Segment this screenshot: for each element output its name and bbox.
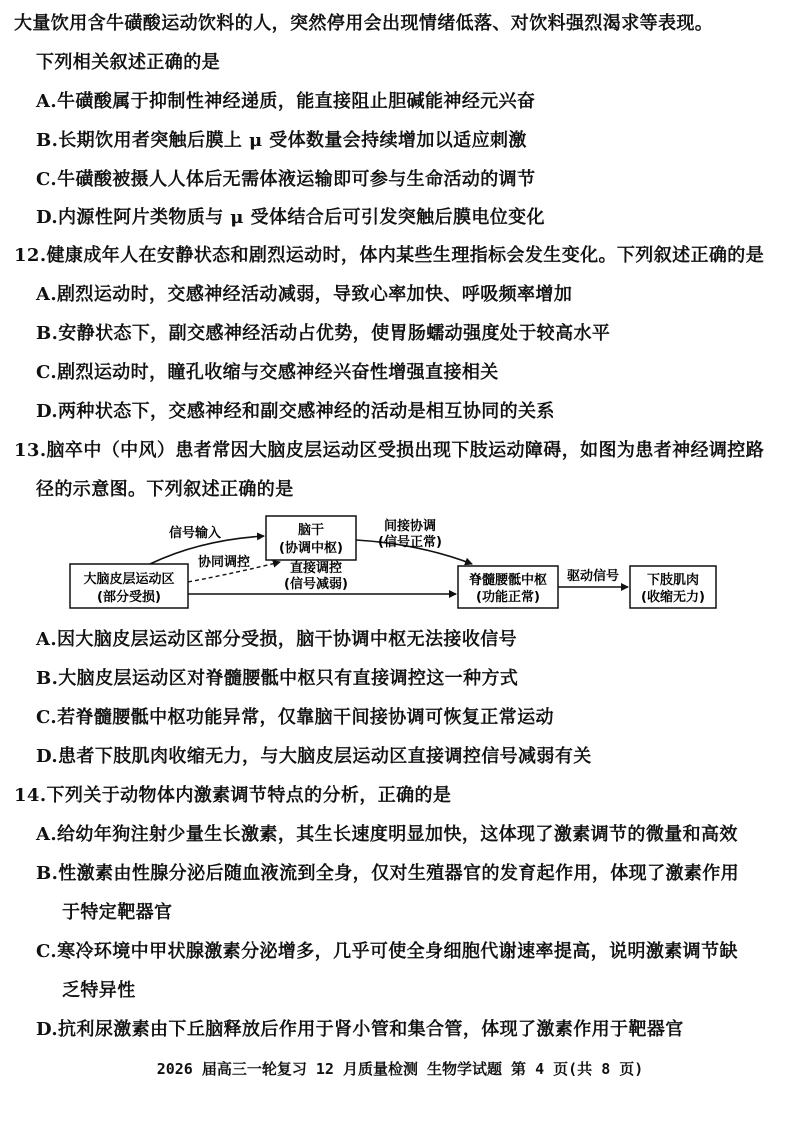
label-coordination: 协同调控 xyxy=(197,555,251,570)
spinal-label: 脊髓腰骶中枢 xyxy=(468,573,548,588)
brainstem-label: 脑干 xyxy=(297,523,325,538)
q14-option-b: B.性激素由性腺分泌后随血液流到全身，仅对生殖器官的发育起作用，体现了激素作用 xyxy=(36,863,740,884)
q13-option-b: B.大脑皮层运动区对脊髓腰骶中枢只有直接调控这一种方式 xyxy=(36,668,519,689)
q13-option-a: A.因大脑皮层运动区部分受损，脑干协调中枢无法接收信号 xyxy=(36,629,518,650)
q14-option-c-cont: 乏特异性 xyxy=(62,980,136,1001)
q12-option-d: D.两种状态下，交感神经和副交感神经的活动是相互协同的关系 xyxy=(36,401,555,422)
q13-option-c: C.若脊髓腰骶中枢功能异常，仅靠脑干间接协调可恢复正常运动 xyxy=(36,707,554,728)
q11-stem-continued: 大量饮用含牛磺酸运动饮料的人，突然停用会出现情绪低落、对饮料强烈渴求等表现。 xyxy=(14,13,714,34)
q13-stem-line2: 径的示意图。下列叙述正确的是 xyxy=(36,479,294,500)
q11-option-d: D.内源性阿片类物质与 μ 受体结合后可引发突触后膜电位变化 xyxy=(36,207,545,228)
label-direct-sub: (信号减弱) xyxy=(284,577,348,592)
label-drive: 驱动信号 xyxy=(566,569,620,584)
label-signal-input: 信号输入 xyxy=(168,526,222,541)
q14-option-a: A.给幼年狗注射少量生长激素，其生长速度明显加快，这体现了激素调节的微量和高效 xyxy=(36,824,738,845)
q11-option-a: A.牛磺酸属于抑制性神经递质，能直接阻止胆碱能神经元兴奋 xyxy=(36,91,536,112)
label-direct: 直接调控 xyxy=(289,561,343,576)
brainstem-sublabel: (协调中枢) xyxy=(279,541,343,556)
q12-option-b: B.安静状态下，副交感神经活动占优势，使胃肠蠕动强度处于较高水平 xyxy=(36,323,611,344)
page-footer: 2026 届高三一轮复习 12 月质量检测 生物学试题 第 4 页(共 8 页) xyxy=(156,1060,644,1078)
q14-stem: 14.下列关于动物体内激素调节特点的分析，正确的是 xyxy=(14,785,452,806)
cortex-label: 大脑皮层运动区 xyxy=(83,572,175,587)
q12-stem: 12.健康成年人在安静状态和剧烈运动时，体内某些生理指标会发生变化。下列叙述正确的是 xyxy=(14,245,765,266)
label-indirect-sub: (信号正常) xyxy=(378,535,442,550)
spinal-sublabel: (功能正常) xyxy=(476,590,540,605)
q11-stem-question: 下列相关叙述正确的是 xyxy=(36,52,220,73)
q14-option-b-cont: 于特定靶器官 xyxy=(62,902,173,923)
q14-option-d: D.抗利尿激素由下丘脑释放后作用于肾小管和集合管，体现了激素作用于靶器官 xyxy=(36,1019,684,1040)
q12-option-a: A.剧烈运动时，交感神经活动减弱，导致心率加快、呼吸频率增加 xyxy=(36,284,573,305)
muscle-label: 下肢肌肉 xyxy=(646,573,700,588)
q11-option-c: C.牛磺酸被摄人人体后无需体液运输即可参与生命活动的调节 xyxy=(36,169,536,190)
cortex-sublabel: (部分受损) xyxy=(97,590,161,605)
q13-stem-line1: 13.脑卒中（中风）患者常因大脑皮层运动区受损出现下肢运动障碍，如图为患者神经调控路 xyxy=(14,440,765,461)
label-indirect: 间接协调 xyxy=(383,519,437,534)
q14-option-c: C.寒冷环境中甲状腺激素分泌增多，几乎可使全身细胞代谢速率提高，说明激素调节缺 xyxy=(36,941,738,962)
neural-pathway-diagram xyxy=(0,510,800,620)
q13-option-d: D.患者下肢肌肉收缩无力，与大脑皮层运动区直接调控信号减弱有关 xyxy=(36,746,592,767)
q12-option-c: C.剧烈运动时，瞳孔收缩与交感神经兴奋性增强直接相关 xyxy=(36,362,499,383)
q11-option-b: B.长期饮用者突触后膜上 μ 受体数量会持续增加以适应刺激 xyxy=(36,130,527,151)
muscle-sublabel: (收缩无力) xyxy=(641,590,705,605)
